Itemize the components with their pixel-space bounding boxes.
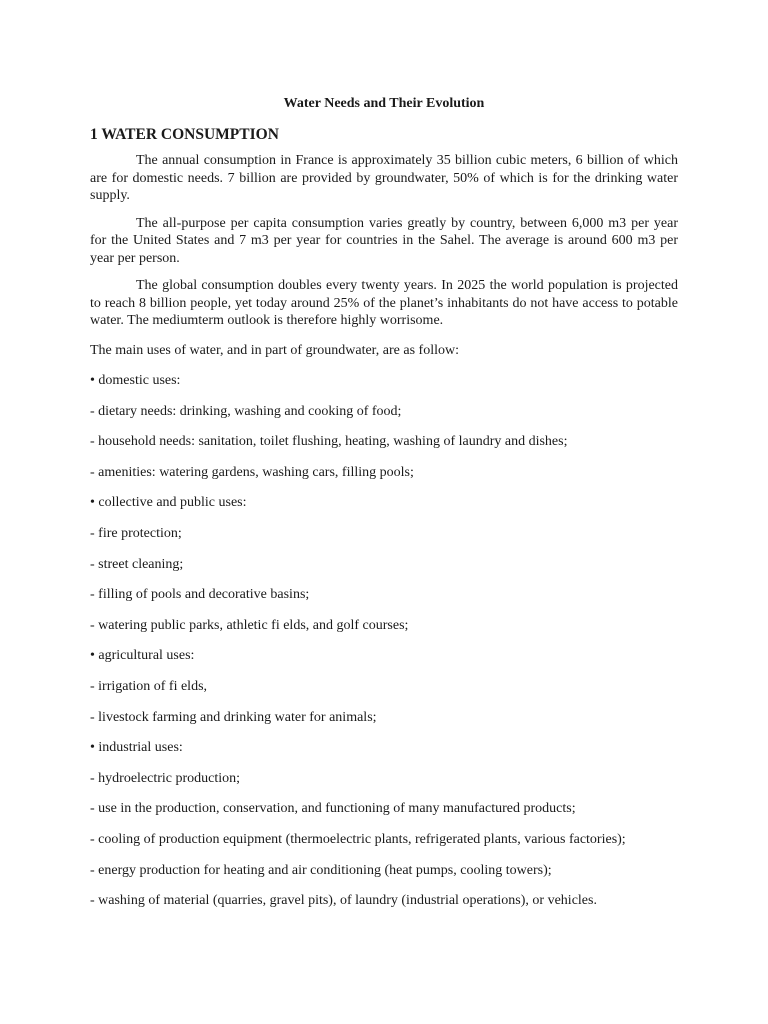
list-item: - cooling of production equipment (thermoelectric plants, refrigerated plants, various factories); (90, 831, 626, 847)
uses-intro: The main uses of water, and in part of groundwater, are as follow: (90, 342, 459, 358)
list-item: - watering public parks, athletic fi elds, and golf courses; (90, 617, 409, 633)
uses-list (90, 372, 678, 923)
list-item: - household needs: sanitation, toilet flushing, heating, washing of laundry and dishes; (90, 434, 568, 450)
list-item: • domestic uses: (90, 373, 181, 388)
section-heading: 1 WATER CONSUMPTION (90, 126, 279, 143)
list-item: - hydroelectric production; (90, 770, 241, 786)
list-item: • collective and public uses: (90, 495, 247, 511)
list-item: • agricultural uses: (90, 648, 195, 664)
list-item: - dietary needs: drinking, washing and cooking of food; (90, 403, 402, 419)
list-item: - amenities: watering gardens, washing cars, filling pools; (90, 464, 414, 480)
list-item: - irrigation of fi elds, (90, 678, 208, 694)
document-title: Water Needs and Their Evolution (283, 96, 485, 111)
list-item: - washing of material (quarries, gravel pits), of laundry (industrial operations), or vehicles. (90, 893, 597, 909)
list-item: - fire protection; (90, 525, 182, 541)
list-item: - livestock farming and drinking water for animals; (90, 709, 377, 725)
list-item: • industrial uses: (90, 740, 183, 756)
list-item: - use in the production, conservation, and functioning of many manufactured products; (90, 801, 576, 817)
paragraph: The annual consumption in France is approximately 35 billion cubic meters, 6 billion of which are for domestic needs. 7 billion are provided by groundwater, 50% of which is for the drinking water supply. (90, 153, 678, 203)
paragraph: The all-purpose per capita consumption varies greatly by country, between 6,000 m3 per year for the United States and 7 m3 per year for countries in the Sahel. The average is around 600 m3 per year per person. (90, 215, 678, 266)
paragraph: The global consumption doubles every twenty years. In 2025 the world population is projected to reach 8 billion people, yet today around 25% of the planet’s inhabitants do not have access to potable water. The mediumterm outlook is therefore highly worrisome. (90, 278, 678, 328)
list-item: - street cleaning; (90, 556, 184, 572)
list-item: - filling of pools and decorative basins; (90, 587, 310, 603)
list-item: - energy production for heating and air conditioning (heat pumps, cooling towers); (90, 862, 552, 878)
